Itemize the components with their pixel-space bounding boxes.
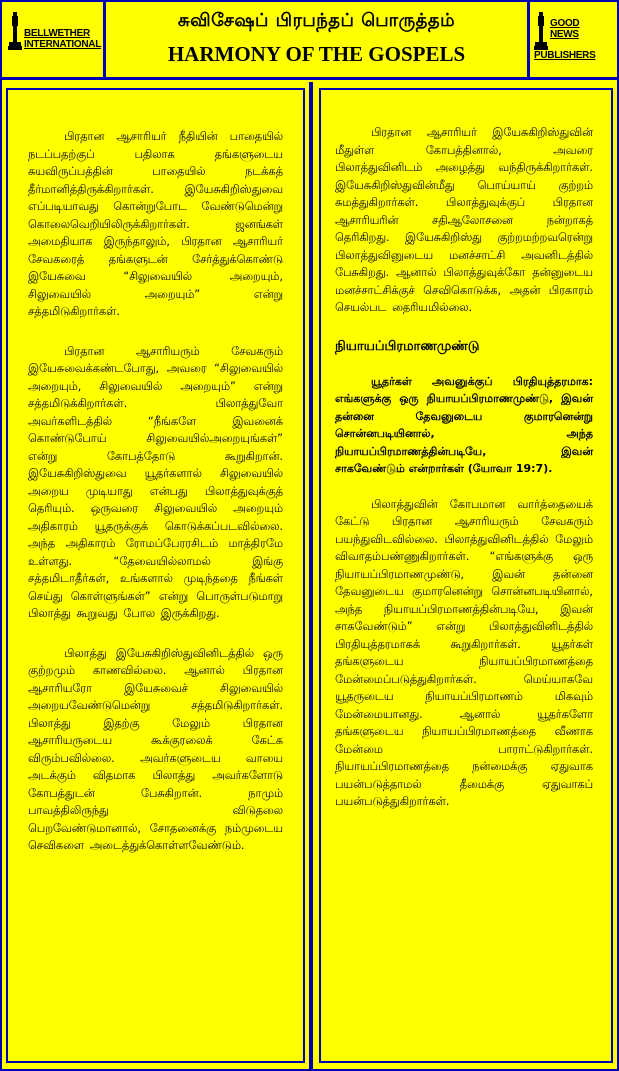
paragraph: பிலாத்துவின் கோபமான வார்த்தையைக் கேட்டு பிரதான ஆசாரியரும் சேவகரும் பயந்துவிடவில்லை. பிலாத்துவினிடத்தில் மேலும் விவாதம்பண்ணுகிறார்கள். “எங்களுக்கு ஒரு நியாயப்பிரமாணமுண்டு, இவன் தன்னை தேவனுடைய குமாரனென்று சொன்னபடியினால், அந்த நியாயப்பிரமாணத்தின்படியே, இவன் சாகவேண்டும்” என்று பிலாத்துவினிடத்தில் பிரதியுத்தரமாகக் கூறுகிறார்கள். யூதர்கள் தங்களுடைய நியாயப்பிரமாணத்தை மேன்மைப்படுத்துகிறார்கள். மெய்யாகவே யூதருடைய நியாயப்பிரமாணம் மிகவும் மேன்மையானது. ஆனால் யூதர்களோ தங்களுடைய நியாயப்பிரமாணத்தை வீணாக மேன்மை பாராட்டுகிறார்கள். நியாயப்பிரமாணத்தை நன்மைக்கு ஏதுவாக பயன்படுத்தாமல் தீமைக்கு ஏதுவாகப் பயன்படுத்துகிறார்கள். — [335, 497, 593, 808]
lamp-icon — [534, 12, 548, 50]
paragraph: பிரதான ஆசாரியர் நீதியின் பாதையில் நடப்பதற்குப் பதிலாக தங்களுடைய சுயவிருப்பத்தின் பாதையில் நடக்கத் தீர்மானித்திருக்கிறார்கள். இயேசுகிறிஸ்துவை எப்படியாவது கொன்றுபோட வேண்டுமென்று கொலைவெறியிலிருக்கிறார்கள். ஜனங்கள் அமைதியாக இருந்தாலும், பிரதான ஆசாரியர் சேவகரைத் தங்களுடன் சேர்த்துக்கொண்டு இயேசுவை “சிலுவையில் அறையும், சிலுவையில் அறையும்” என்று சத்தமிடுகிறார்கள். — [28, 130, 283, 318]
logo-text-right: GOOD NEWS PUBLISHERS — [534, 18, 596, 61]
scripture-quote: யூதர்கள் அவனுக்குப் பிரதியுத்தரமாக: எங்களுக்கு ஒரு நியாயப்பிரமாணமுண்டு, இவன் தன்னை தேவனுடைய குமாரனென்று சொன்னபடியினால், அந்த நியாயப்பிரமாணத்தின்படியே, இவன் சாகவேண்டும் என்றார்கள் (யோவா 19:7). — [335, 374, 593, 475]
paragraph: பிரதான ஆசாரியர் இயேசுகிறிஸ்துவின் மீதுள்ள கோபத்தினால், அவரை பிலாத்துவினிடம் அழைத்து வந்திருக்கிறார்கள். இயேசுகிறிஸ்துவின்மீது பொய்யாய் குற்றம் சுமத்துகிறார்கள். பிலாத்துவுக்குப் பிரதான ஆசாரியரின் சதிஆலோசனை நன்றாகத் தெரிகிறது. இயேசுகிறிஸ்து குற்றமற்றவரென்று பிலாத்துவினுடைய மனச்சாட்சி அவனிடத்தில் பேசுகிறது. ஆனால் பிலாத்துவுக்கோ தன்னுடைய மனச்சாட்சிக்குச் செவிகொடுக்க, அதன் பிரகாரம் செயல்பட தைரியமில்லை. — [335, 126, 593, 314]
logo-text-left: BELLWETHER INTERNATIONAL — [24, 28, 102, 50]
header — [2, 2, 617, 80]
title-area — [106, 2, 527, 77]
section-heading: நியாயப்பிரமாணமுண்டு — [335, 338, 480, 354]
good-news-logo — [527, 2, 617, 77]
paragraph: பிலாத்து இயேசுகிறிஸ்துவினிடத்தில் ஒரு குற்றமும் காணவில்லை. ஆனால் பிரதான ஆசாரியரோ இயேசுவைச் சிலுவையில் அறையவேண்டுமென்று சத்தமிடுகிறார்கள். பிலாத்து இதற்கு மேலும் பிரதான ஆசாரியருடைய கூக்குரலைக் கேட்க விரும்பவில்லை. அவர்களுடைய வாயை அடக்கும் விதமாக பிலாத்து அவர்களோடு கோபத்துடன் பேசுகிறான். நாமும் பாவத்திலிருந்து விடுதலை பெறவேண்டுமானால், சோதனைக்கு நம்முடைய செவிகளை அடைத்துக்கொள்ளவேண்டும். — [28, 646, 283, 852]
title-english: HARMONY OF THE GOSPELS — [167, 42, 466, 66]
title-tamil: சுவிசேஷப் பிரபந்தப் பொருத்தம் — [177, 10, 456, 31]
bellwether-logo — [2, 2, 106, 77]
paragraph: பிரதான ஆசாரியரும் சேவகரும் இயேசுவைக்கண்டபோது, அவரை “சிலுவையில் அறையும், சிலுவையில் அறையும்” என்று சத்தமிடுக்கிறார்கள். பிலாத்துவோ அவர்களிடத்தில் “நீங்களே இவனைக் கொண்டுபோய் சிலுவையில்அறையுங்கள்” என்று கோபத்தோடு கூறுகிறான். இயேசுகிறிஸ்துவை யூதர்களால் சிலுவையில் அறைய முடியாது என்பது பிலாத்துவுக்குத் தெரியும். ஒருவரை சிலுவையில் அறையும் அதிகாரம் யூதருக்குக் கொடுக்கப்படவில்லை. அந்த அதிகாரம் ரோமப்பேரரசிடம் மாத்திரமே உள்ளது. “தேவையில்லாமல் இங்கு சத்தமிடாதீர்கள், உங்களால் முடிந்ததை நீங்கள் செய்து கொள்ளுங்கள்” என்று பொருள்படுமாறு பிலாத்து கூறுவது போல இருக்கிறது. — [28, 344, 283, 620]
lamp-icon — [8, 12, 22, 50]
right-column — [312, 82, 617, 1069]
left-column — [2, 82, 312, 1069]
